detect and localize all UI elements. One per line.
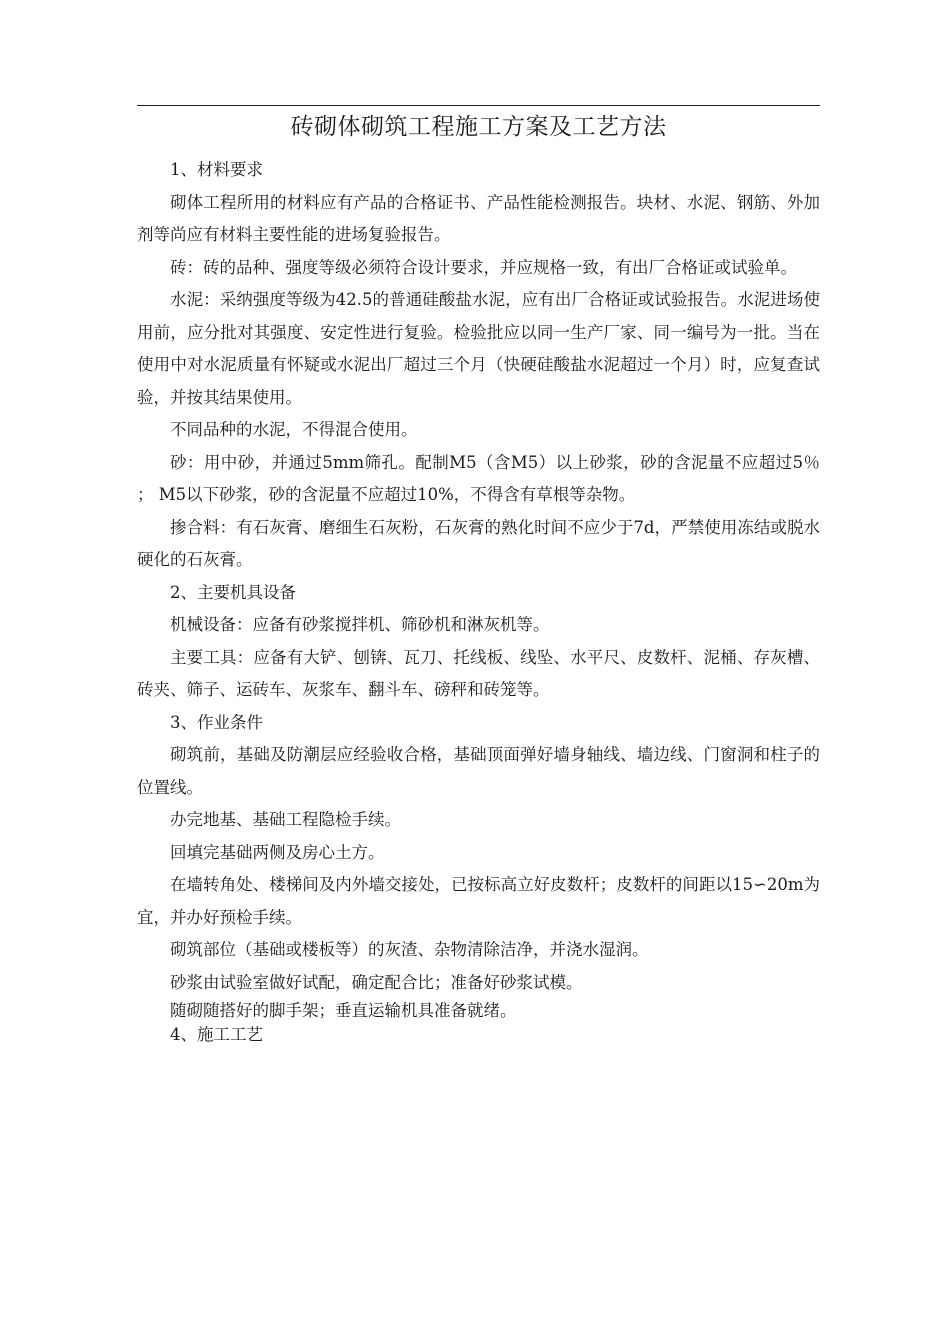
document-body bbox=[137, 154, 820, 1047]
paragraph: 掺合料：有石灰膏、磨细生石灰粉，石灰膏的熟化时间不应少于7d，严禁使用冻结或脱水硬化的石灰膏。 bbox=[137, 517, 820, 569]
paragraph: 砖：砖的品种、强度等级必须符合设计要求，并应规格一致，有出厂合格证或试验单。 bbox=[170, 257, 797, 277]
header-rule bbox=[137, 105, 820, 106]
paragraph: 砌筑前，基础及防潮层应经验收合格，基础顶面弹好墙身轴线、墙边线、门窗洞和柱子的位置线。 bbox=[137, 745, 820, 797]
paragraph: 回填完基础两侧及房心土方。 bbox=[170, 842, 385, 862]
section-heading-materials: 1、材料要求 bbox=[170, 160, 263, 179]
paragraph: 水泥：采纳强度等级为42.5的普通硅酸盐水泥，应有出厂合格证或试验报告。水泥进场使用前，应分批对其强度、安定性进行复验。检验批应以同一生产厂家、同一编号为一批。当在使用中对水泥质量有怀疑或水泥出厂超过三个月（快硬硅酸盐水泥超过一个月）时，应复查试验，并按其结果使用。 bbox=[137, 290, 820, 407]
document-title: 砖砌体砌筑工程施工方案及工艺方法 bbox=[290, 114, 667, 140]
paragraph: 砂：用中砂，并通过5mm筛孔。配制M5（含M5）以上砂浆，砂的含泥量不应超过5％ ； M5以下砂浆，砂的含泥量不应超过10%，不得含有草根等杂物。 bbox=[137, 452, 820, 504]
paragraph: 随砌随搭好的脚手架；垂直运输机具准备就绪。 bbox=[170, 1001, 517, 1020]
section-heading-equipment: 2、主要机具设备 bbox=[170, 582, 296, 602]
paragraph: 在墙转角处、楼梯间及内外墙交接处，已按标高立好皮数杆；皮数杆的间距以15∽20m为宜，并办好预检手续。 bbox=[137, 875, 820, 927]
paragraph: 砌体工程所用的材料应有产品的合格证书、产品性能检测报告。块材、水泥、钢筋、外加剂等尚应有材料主要性能的进场复验报告。 bbox=[137, 192, 820, 244]
paragraph: 砌筑部位（基础或楼板等）的灰渣、杂物清除洁净，并浇水湿润。 bbox=[170, 940, 649, 959]
paragraph: 办完地基、基础工程隐检手续。 bbox=[170, 810, 401, 829]
section-heading-conditions: 3、作业条件 bbox=[170, 712, 263, 732]
section-heading-process: 4、施工工艺 bbox=[170, 1025, 263, 1044]
paragraph: 不同品种的水泥，不得混合使用。 bbox=[170, 420, 418, 439]
paragraph: 主要工具：应备有大铲、刨锛、瓦刀、托线板、线坠、水平尺、皮数杆、泥桶、存灰槽、砖夹、筛子、运砖车、灰浆车、翻斗车、磅秤和砖笼等。 bbox=[137, 647, 820, 699]
paragraph: 机械设备：应备有砂浆搅拌机、筛砂机和淋灰机等。 bbox=[170, 615, 550, 634]
paragraph: 砂浆由试验室做好试配，确定配合比；准备好砂浆试模。 bbox=[170, 972, 583, 992]
